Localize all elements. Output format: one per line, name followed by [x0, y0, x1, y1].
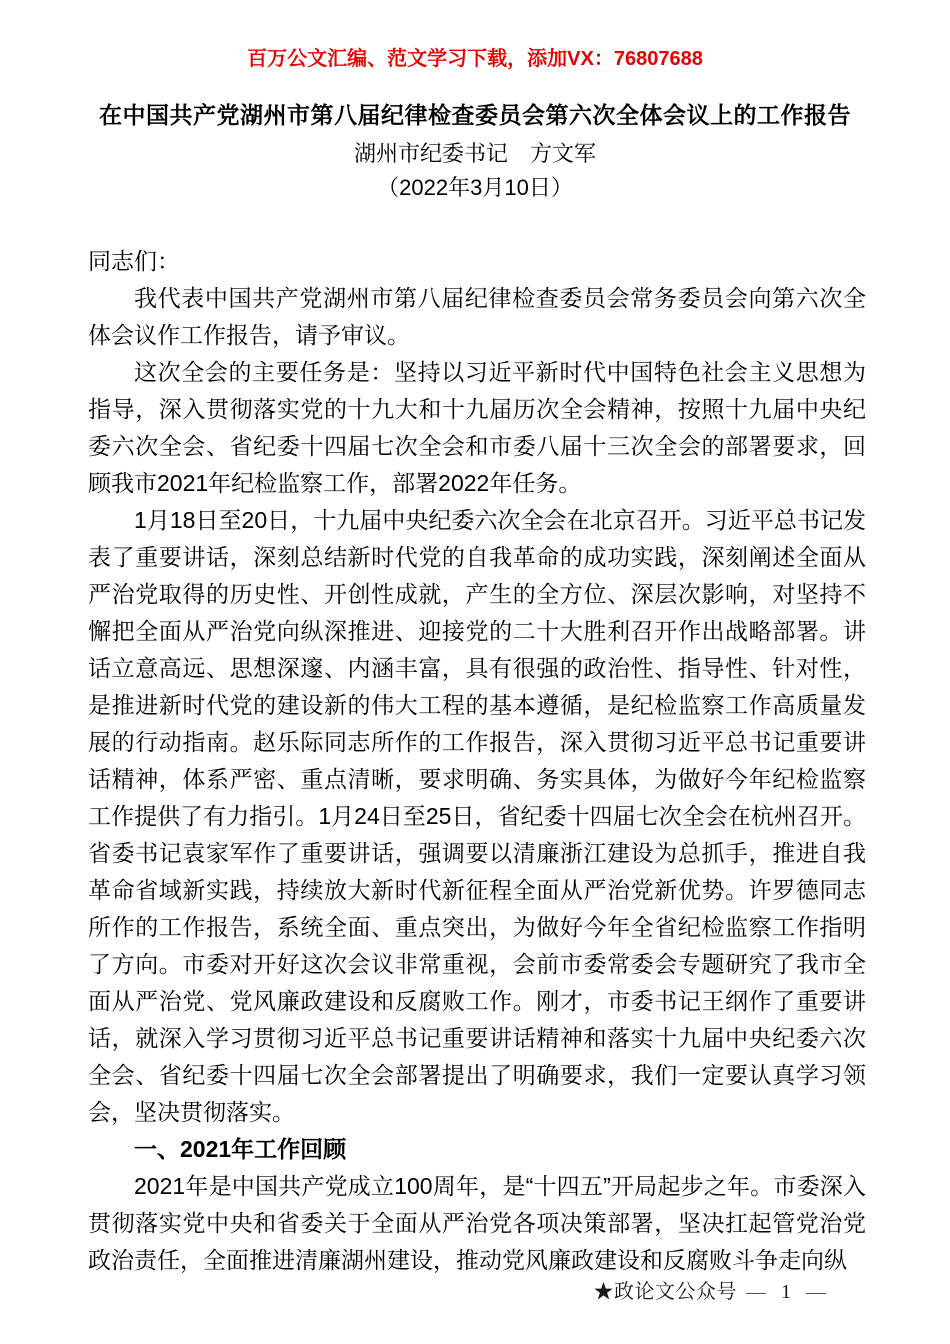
footer-dash-right: —: [806, 1281, 826, 1303]
paragraph-meeting-tasks: 这次全会的主要任务是：坚持以习近平新时代中国特色社会主义思想为指导，深入贯彻落实党的十九大和十九届历次全会精神，按照十九届中央纪委六次全会、省纪委十四届七次全会和市委八届十三次全会的部署要求，回顾我市2021年纪检监察工作，部署2022年任务。: [88, 359, 866, 496]
date-line: （2022年3月10日）: [377, 175, 573, 200]
author-byline: 湖州市纪委书记 方文军: [353, 141, 596, 166]
promo-banner: 百万公文汇编、范文学习下载，添加VX：76807688: [247, 48, 703, 70]
section-heading-2021-review: 一、2021年工作回顾: [134, 1136, 347, 1162]
footer-dash-left: —: [746, 1281, 766, 1303]
page-number: 1: [781, 1281, 791, 1303]
salutation: 同志们：: [88, 248, 180, 274]
paragraph-plenary-sessions: 1月18日至20日，十九届中央纪委六次全会在北京召开。习近平总书记发表了重要讲话，深刻总结新时代党的自我革命的成功实践，深刻阐述全面从严治党取得的历史性、开创性成就，产生的全方位、深层次影响，对坚持不懈把全面从严治党向纵深推进、迎接党的二十大胜利召开作出战略部署。讲话立意高远、思想深邃、内涵丰富，具有很强的政治性、指导性、针对性，是推进新时代党的建设新的伟大工程的基本遵循，是纪检监察工作高质量发展的行动指南。赵乐际同志所作的工作报告，深入贯彻习近平总书记重要讲话精神，体系严密、重点清晰，要求明确、务实具体，为做好今年纪检监察工作提供了有力指引。1月24日至25日，省纪委十四届七次全会在杭州召开。省委书记袁家军作了重要讲话，强调要以清廉浙江建设为总抓手，推进自我革命省域新实践，持续放大新时代新征程全面从严治党新优势。许罗德同志所作的工作报告，系统全面、重点突出，为做好今年全省纪检监察工作指明了方向。市委对开好这次会议非常重视，会前市委常委会专题研究了我市全面从严治党、党风廉政建设和反腐败工作。刚才，市委书记王纲作了重要讲话，就深入学习贯彻习近平总书记重要讲话精神和落实十九届中央纪委六次全会、省纪委十四届七次全会部署提出了明确要求，我们一定要认真学习领会，坚决贯彻落实。: [88, 507, 866, 1125]
paragraph-report-intro: 我代表中国共产党湖州市第八届纪律检查委员会常务委员会向第六次全体会议作工作报告，请予审议。: [88, 285, 866, 348]
document-body: [88, 243, 866, 1279]
footer-source-label: ★政论文公众号: [593, 1281, 737, 1303]
paragraph-2021-overview: 2021年是中国共产党成立100周年，是“十四五”开局起步之年。市委深入贯彻落实党中央和省委关于全面从严治党各项决策部署，坚决扛起管党治党政治责任，全面推进清廉湖州建设，推动党风廉政建设和反腐败斗争走向纵: [88, 1173, 866, 1273]
document-title: 在中国共产党湖州市第八届纪律检查委员会第六次全体会议上的工作报告: [99, 102, 851, 128]
page-footer: [594, 1279, 836, 1305]
